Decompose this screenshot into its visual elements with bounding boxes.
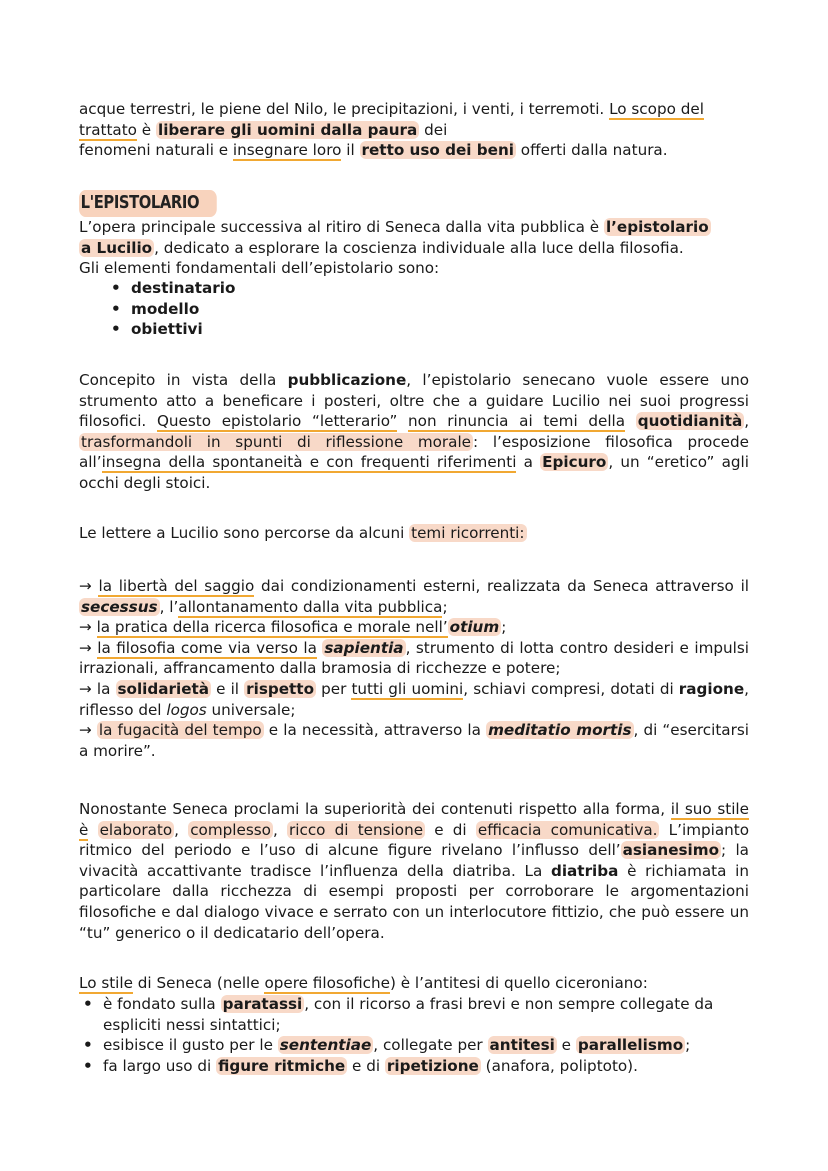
theme-item: → la filosofia come via verso la sapientia , strumento di lotta contro desideri e impulsi irrazionali, affrancamento dalla bramosia di ricchezze e potere; [79,638,750,678]
theme-item: → la fugacità del tempo e la necessità, attraverso la meditatio mortis , di “esercitarsi a morire”. [79,721,749,760]
epistolario-paragraph: L’opera principale successiva al ritiro di Seneca dalla vita pubblica è l’epistolario a Lucilio , dedicato a esplorare la coscienza individuale alla luce della filosofia. Gli elementi fondamentali dell’epistolario sono: [79,218,709,278]
themes-intro: Le lettere a Lucilio sono percorse da alcuni temi ricorrenti: [79,524,525,542]
list-item: • fa largo uso di figure ritmiche e di ripetizione (anafora, poliptoto). [79,1056,749,1077]
intro-paragraph: acque terrestri, le piene del Nilo, le precipitazioni, i venti, i terremoti. Lo scopo del trattato è liberare gli uomini dalla paura dei fenomeni naturali e insegnare loro il retto uso dei beni offerti dalla natura. [79,100,704,160]
style-features-list [79,994,749,1076]
list-item: • modello [107,299,235,320]
theme-item: → la solidarietà e il rispetto per tutti gli uomini, schiavi compresi, dotati di ragione, riflesso del logos universale; [79,679,749,719]
section-title: L'EPISTOLARIO [79,190,217,217]
elements-list [107,278,235,340]
list-item: • destinatario [107,278,235,299]
final-paragraph: Lo stile di Seneca (nelle opere filosofiche) è l’antitesi di quello ciceroniano: [79,974,648,992]
list-item: • esibisce il gusto per le sententiae , collegate per antitesi e parallelismo ; [79,1035,749,1056]
theme-item: → la pratica della ricerca filosofica e morale nell’ otium ; [79,618,507,637]
style-paragraph: Nonostante Seneca proclami la superiorità dei contenuti rispetto alla forma, il suo stile è elaborato , complesso , ricco di tensione e di efficacia comunicativa. L’impianto ritmico del periodo e l’uso di alcune figure rivelano l’influsso dell’ asianesimo ; la vivacità accattivante tradisce l’influenza della diatriba. La diatriba è richiamata in particolare dalla ricchezza di esempi proposti per corroborare le argomentazioni filosofiche e dal dialogo vivace e serrato con un interlocutore fittizio, che può essere un “tu” generico o il dedicatario dell’opera. [79,800,750,942]
themes-list [79,576,749,761]
list-item: • obiettivi [107,319,235,340]
list-item: • è fondato sulla paratassi , con il ricorso a frasi brevi e non sempre collegate da espliciti nessi sintattici; [79,994,749,1035]
theme-item: → la libertà del saggio dai condizionamenti esterni, realizzata da Seneca attraverso il secessus , l’allontanamento dalla vita pubblica; [79,577,750,616]
concept-paragraph: Concepito in vista della pubblicazione, l’epistolario senecano vuole essere uno strumento atto a beneficare i posteri, oltre che a guidare Lucilio nei suoi progressi filosofici. Questo epistolario “letterario” non rinuncia ai temi della quotidianità , trasformandoli in spunti di riflessione morale : l’esposizione filosofica procede all’insegna della spontaneità e con frequenti riferimenti a Epicuro , un “eretico” agli occhi degli stoici. [79,371,750,492]
